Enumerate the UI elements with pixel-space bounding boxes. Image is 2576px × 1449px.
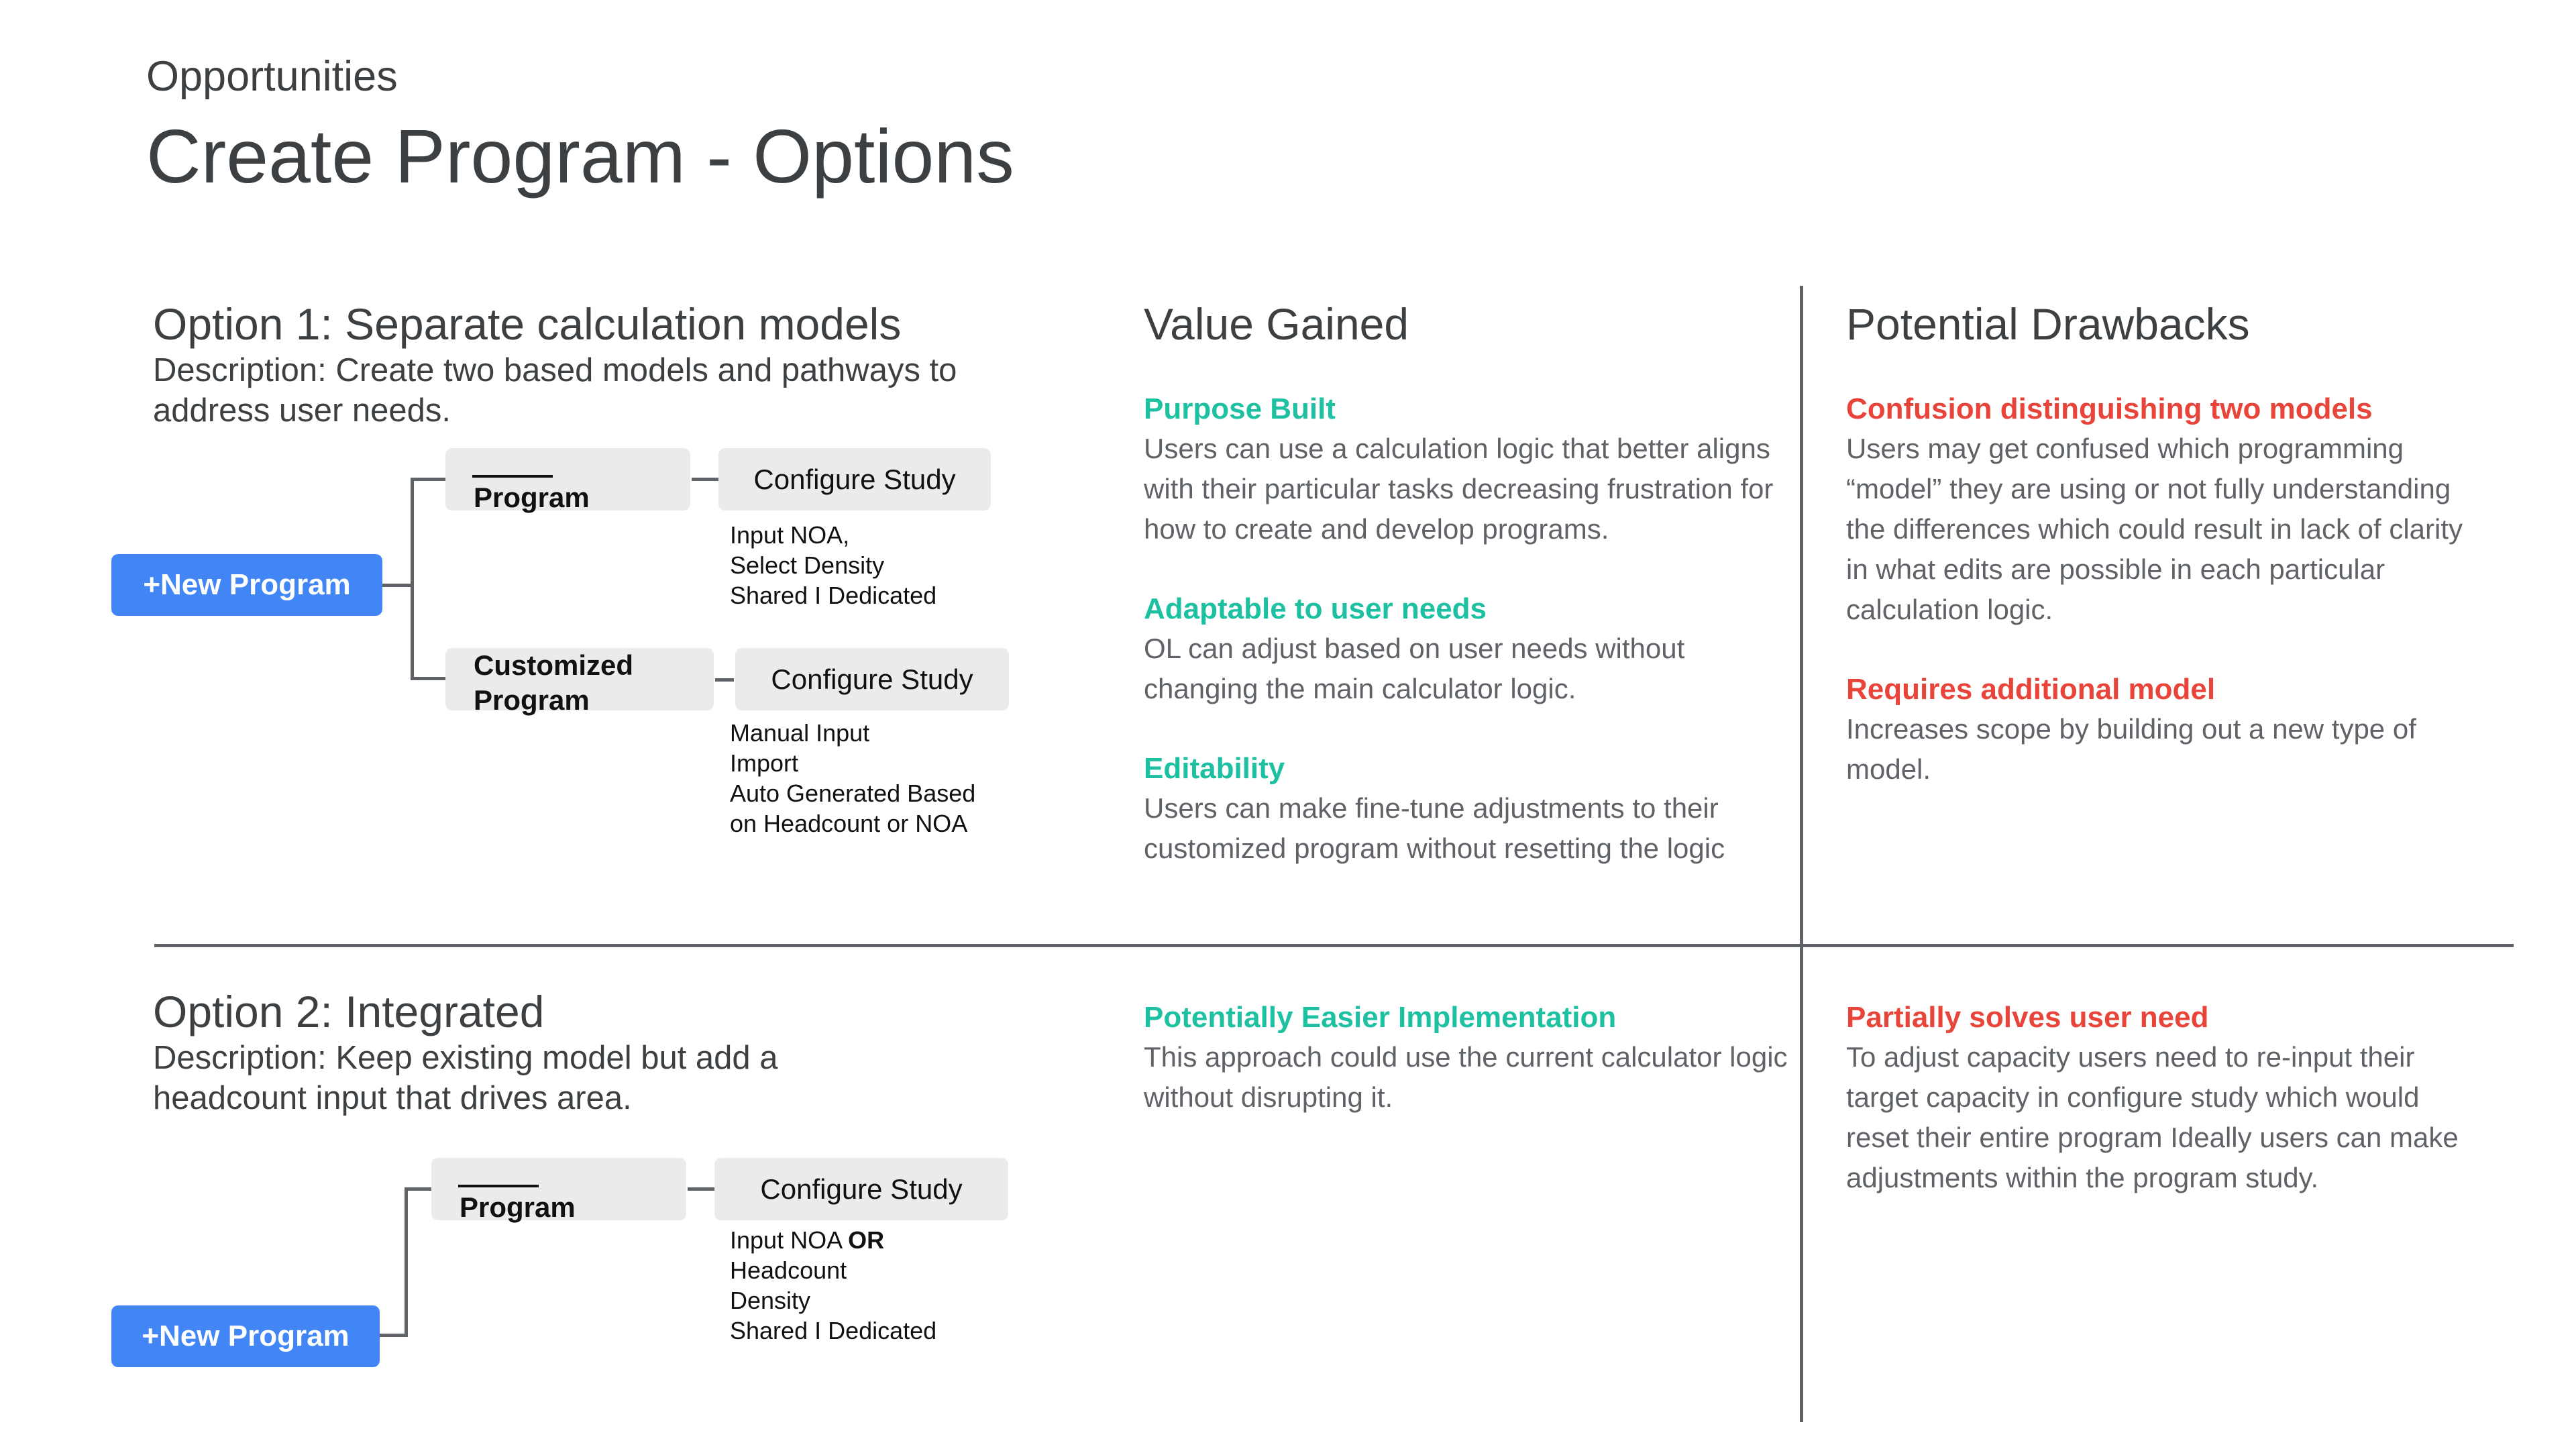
configure-study-box[interactable]: Configure Study <box>735 648 1009 710</box>
configure-study-box[interactable]: Configure Study <box>718 448 991 511</box>
option1-values <box>1144 392 1788 869</box>
detail-line: Select Density <box>730 551 885 579</box>
connector <box>715 678 734 682</box>
customized-details <box>730 718 975 839</box>
blank-line <box>458 1185 539 1187</box>
connector <box>405 1187 433 1191</box>
program-box[interactable] <box>445 448 690 511</box>
detail-line: Import <box>730 749 799 777</box>
option2-drawbacks <box>1846 1001 2470 1198</box>
customized-program-label <box>474 648 633 718</box>
detail-line: Input NOA, <box>730 521 850 549</box>
value-body: OL can adjust based on user needs without changing the main calculator logic. <box>1144 633 1685 704</box>
value-heading: Adaptable to user needs <box>1144 592 1487 625</box>
value-body: Users can make fine-tune adjustments to their customized program without resetting the logic <box>1144 792 1725 864</box>
drawback-body: Users may get confused which programming “model” they are using or not fully understanding the differences which could result in lack of clarity in what edits are possible in each particular calculation logic. <box>1846 433 2463 625</box>
option1-description: Description: Create two based models and pathways to address user needs. <box>153 352 957 429</box>
connector <box>382 584 413 587</box>
detail-line: Shared I Dedicated <box>730 582 937 609</box>
row-divider <box>154 944 2514 947</box>
value-heading: Purpose Built <box>1144 392 1336 425</box>
option2-description: Description: Keep existing model but add a headcount input that drives area. <box>153 1040 778 1116</box>
customized-program-box[interactable] <box>445 648 714 716</box>
connector <box>411 677 447 680</box>
connector <box>405 1187 408 1337</box>
value-body: This approach could use the current calculator logic without disrupting it. <box>1144 1041 1788 1113</box>
eyebrow-label: Opportunities <box>146 53 398 100</box>
column-divider <box>1800 286 1803 1422</box>
configure-study-box[interactable]: Configure Study <box>714 1158 1008 1220</box>
program-details <box>730 1225 936 1346</box>
value-gained-heading: Value Gained <box>1144 299 1409 349</box>
potential-drawbacks-heading: Potential Drawbacks <box>1846 299 2250 349</box>
detail-line: Auto Generated Based <box>730 780 976 807</box>
customized-line: Customized <box>474 649 634 681</box>
option1-drawbacks <box>1846 392 2470 790</box>
program-details <box>730 520 936 610</box>
new-program-button[interactable]: +New Program <box>111 554 382 616</box>
page-title: Create Program - Options <box>146 114 1014 199</box>
program-box[interactable] <box>431 1158 686 1223</box>
option2-title: Option 2: Integrated <box>153 987 545 1036</box>
option2-values <box>1144 1001 1788 1118</box>
detail-text: Input NOA <box>730 1226 849 1254</box>
program-label: Program <box>460 1191 576 1223</box>
drawback-heading: Partially solves user need <box>1846 1001 2209 1034</box>
drawback-heading: Confusion distinguishing two models <box>1846 392 2373 425</box>
drawback-body: Increases scope by building out a new type of model. <box>1846 713 2416 785</box>
blank-line <box>472 475 553 478</box>
customized-line: Program <box>474 684 590 716</box>
program-label: Program <box>474 482 590 513</box>
value-heading: Potentially Easier Implementation <box>1144 1001 1617 1034</box>
detail-line: Density <box>730 1287 811 1314</box>
option1-title: Option 1: Separate calculation models <box>153 299 902 349</box>
detail-line <box>730 1225 936 1255</box>
connector <box>411 478 447 481</box>
detail-line: Manual Input <box>730 719 870 747</box>
detail-line: on Headcount or NOA <box>730 810 968 837</box>
value-heading: Editability <box>1144 752 1285 785</box>
detail-emphasis: OR <box>848 1226 885 1254</box>
detail-line: Shared I Dedicated <box>730 1317 937 1344</box>
drawback-body: To adjust capacity users need to re-input their target capacity in configure study which would reset their entire program Ideally users can make adjustments within the program study. <box>1846 1041 2459 1193</box>
connector <box>688 1187 714 1191</box>
new-program-button[interactable]: +New Program <box>111 1305 380 1367</box>
connector <box>411 478 414 680</box>
connector <box>380 1334 407 1337</box>
connector <box>692 478 718 481</box>
drawback-heading: Requires additional model <box>1846 673 2216 706</box>
value-body: Users can use a calculation logic that better aligns with their particular tasks decreasing frustration for how to create and develop programs. <box>1144 433 1774 545</box>
detail-line: Headcount <box>730 1256 847 1284</box>
